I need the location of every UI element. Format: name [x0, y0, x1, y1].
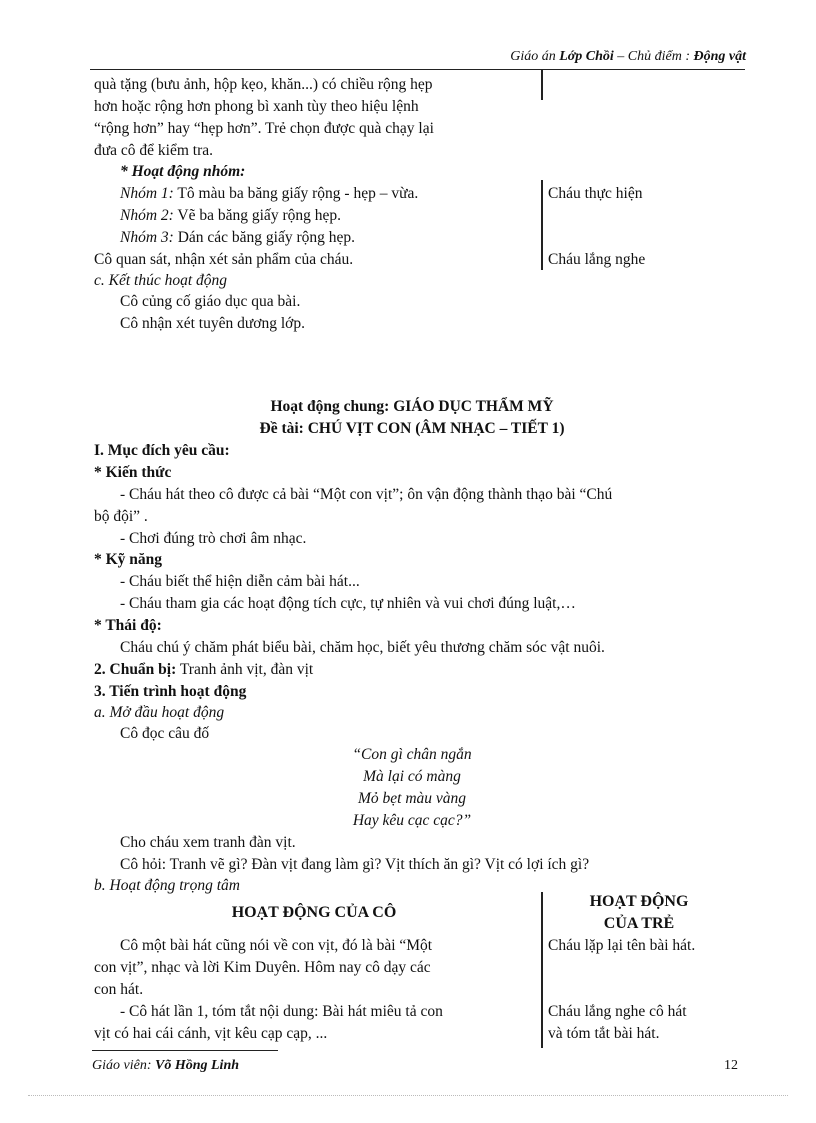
- section-heading: b. Hoạt động trọng tâm: [94, 877, 240, 894]
- column-divider: [541, 180, 543, 270]
- text-line: Cô hỏi: Tranh vẽ gì? Đàn vịt đang làm gì? Vịt thích ăn gì? Vịt có lợi ích gì?: [120, 856, 590, 873]
- table-cell-line: vịt có hai cái cánh, vịt kêu cạp cạp, ...: [94, 1025, 328, 1042]
- section-heading: a. Mở đầu hoạt động: [94, 704, 225, 721]
- prep-label: 2. Chuẩn bị:: [94, 661, 177, 678]
- group-line: [120, 207, 341, 225]
- table-header-teacher: HOẠT ĐỘNG CỦA CÔ: [231, 904, 397, 921]
- section-heading: I. Mục đích yêu cầu:: [94, 442, 230, 459]
- text-line: “rộng hơn” hay “hẹp hơn”. Trẻ chọn được quà chạy lại: [94, 120, 434, 137]
- text-line: - Cháu tham gia các hoạt động tích cực, tự nhiên và vui chơi đúng luật,…: [120, 595, 576, 612]
- group-label: Nhóm 1:: [120, 185, 174, 202]
- text-line: đưa cô để kiểm tra.: [94, 142, 214, 159]
- prep-text: Tranh ảnh vịt, đàn vịt: [176, 661, 314, 678]
- riddle-line: Hay kêu cạc cạc?”: [352, 812, 472, 829]
- group-line: [120, 185, 418, 203]
- child-activity: Cháu lắng nghe: [548, 251, 646, 268]
- subsection-heading: * Kỹ năng: [94, 551, 163, 568]
- riddle-line: Mà lại có màng: [363, 768, 461, 785]
- column-divider: [541, 70, 543, 100]
- subsection-heading: * Thái độ:: [94, 617, 162, 634]
- teacher-name: Võ Hồng Linh: [154, 1058, 240, 1073]
- table-header-child: CỦA TRẺ: [603, 915, 675, 932]
- header-prefix: Giáo án: [510, 49, 556, 64]
- riddle-line: Mỏ bẹt màu vàng: [357, 790, 467, 807]
- group-heading: * Hoạt động nhóm:: [120, 163, 246, 180]
- text-line: - Cháu biết thể hiện diễn cảm bài hát...: [120, 573, 360, 590]
- child-activity: Cháu thực hiện: [548, 185, 643, 202]
- teacher-label: Giáo viên:: [92, 1058, 152, 1073]
- page-number: 12: [724, 1058, 738, 1073]
- text-line: - Chơi đúng trò chơi âm nhạc.: [120, 530, 307, 547]
- page-edge-divider: [28, 1095, 788, 1096]
- text-line: quà tặng (bưu ảnh, hộp kẹo, khăn...) có chiều rộng hẹp: [94, 76, 433, 93]
- lesson-title: Hoạt động chung: GIÁO DỤC THẨM MỸ: [270, 398, 554, 415]
- group-text: Dán các băng giấy rộng hẹp.: [173, 229, 356, 246]
- text-line: Cho cháu xem tranh đàn vịt.: [120, 834, 296, 851]
- group-text: Vẽ ba băng giấy rộng hẹp.: [173, 207, 341, 224]
- text-line: Cháu chú ý chăm phát biểu bài, chăm học, biết yêu thương chăm sóc vật nuôi.: [120, 639, 605, 656]
- footer-rule: [92, 1050, 278, 1051]
- table-divider: [541, 892, 543, 1048]
- text-line: - Cháu hát theo cô được cả bài “Một con vịt”; ôn vận động thành thạo bài “Chú: [120, 486, 613, 503]
- group-line: [120, 229, 355, 247]
- header-rule: [90, 69, 745, 70]
- footer-teacher: [92, 1058, 239, 1074]
- group-label: Nhóm 3:: [120, 229, 174, 246]
- text-line: hơn hoặc rộng hơn phong bì xanh tùy theo hiệu lệnh: [94, 98, 419, 115]
- table-header-child: HOẠT ĐỘNG: [589, 893, 689, 910]
- text-line: Cô củng cố giáo dục qua bài.: [120, 293, 301, 310]
- header-theme: Động vật: [693, 49, 746, 64]
- riddle-line: “Con gì chân ngắn: [352, 746, 472, 763]
- text-line: Cô nhận xét tuyên dương lớp.: [120, 315, 305, 332]
- table-cell-child: và tóm tắt bài hát.: [548, 1025, 660, 1042]
- table-cell-line: - Cô hát lần 1, tóm tắt nội dung: Bài hát miêu tả con: [120, 1003, 443, 1020]
- text-line: Cô đọc câu đố: [120, 725, 210, 742]
- section-heading: c. Kết thúc hoạt động: [94, 272, 228, 289]
- table-cell-line: con hát.: [94, 981, 144, 998]
- table-cell-child: Cháu lắng nghe cô hát: [548, 1003, 687, 1020]
- table-cell-line: con vịt”, nhạc và lời Kim Duyên. Hôm nay cô dạy các: [94, 959, 431, 976]
- table-cell-line: Cô một bài hát cũng nói về con vịt, đó là bài “Một: [120, 937, 433, 954]
- text-line: bộ đội” .: [94, 508, 148, 525]
- header-theme-prefix: – Chủ điểm :: [617, 49, 690, 64]
- header-class: Lớp Chồi: [559, 49, 614, 64]
- table-cell-child: Cháu lặp lại tên bài hát.: [548, 937, 696, 954]
- section-heading: 3. Tiến trình hoạt động: [94, 683, 247, 700]
- text-line: Cô quan sát, nhận xét sản phẩm của cháu.: [94, 251, 354, 268]
- group-label: Nhóm 2:: [120, 207, 174, 224]
- subsection-heading: * Kiến thức: [94, 464, 172, 481]
- prep-line: [94, 661, 313, 679]
- lesson-topic: Đề tài: CHÚ VỊT CON (ÂM NHẠC – TIẾT 1): [259, 420, 565, 437]
- group-text: Tô màu ba băng giấy rộng - hẹp – vừa.: [173, 185, 419, 202]
- page-header: [510, 49, 746, 65]
